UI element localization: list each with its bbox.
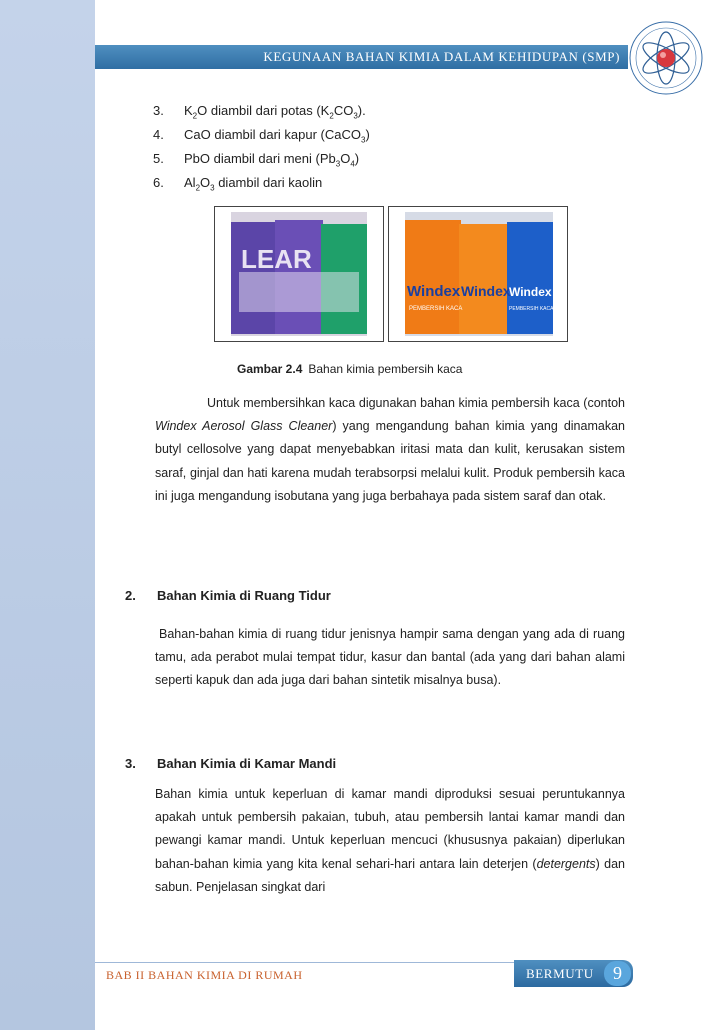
list-item bbox=[153, 103, 370, 127]
list-item-number: 3. bbox=[153, 103, 164, 118]
figure-caption bbox=[237, 362, 462, 376]
left-sidebar-band bbox=[0, 0, 95, 1030]
section-2-number: 2. bbox=[125, 588, 136, 603]
list-item bbox=[153, 151, 370, 175]
list-item-number: 4. bbox=[153, 127, 164, 142]
section-3-number: 3. bbox=[125, 756, 136, 771]
formula-text: PbO diambil dari meni (Pb bbox=[184, 151, 336, 166]
para1-part2: ) yang mengandung bahan kimia yang dinamakan butyl cellosolve yang dapat menyebabkan iritasi mata dan kulit, kerusakan sistem saraf, ginjal dan hati karena mudah terabsorpsi melalui kulit. Produk pembersih kaca ini juga mengandung isobutana yang juga berbahaya pada sistem saraf dan otak. bbox=[155, 419, 625, 503]
formula-text: ). bbox=[357, 103, 366, 118]
para3-part1: Bahan kimia untuk keperluan di kamar mandi diproduksi sesuai peruntukannya apakah untuk pembersih pakaian, tubuh, atau pembersih lantai kamar mandi dan pewangi kamar mandi. Untuk keperluan mencuci (khususnya pakaian) diperlukan bahan-bahan kimia yang kita kenal sehari-hari antara lain deterjen ( bbox=[155, 787, 625, 871]
subscript: 2 bbox=[329, 111, 334, 121]
oxide-list bbox=[153, 103, 370, 199]
section-3-title: Bahan Kimia di Kamar Mandi bbox=[157, 756, 337, 771]
formula-text: diambil dari kaolin bbox=[214, 175, 323, 190]
subscript: 3 bbox=[353, 111, 358, 121]
footer-chapter: BAB II BAHAN KIMIA DI RUMAH bbox=[106, 968, 303, 982]
para3-part2: ) dan sabun. Penjelasan singkat dari bbox=[155, 856, 625, 894]
subscript: 4 bbox=[350, 159, 355, 169]
list-item-text bbox=[184, 103, 366, 127]
page-number: 9 bbox=[604, 961, 631, 986]
list-item bbox=[153, 127, 370, 151]
footer-divider bbox=[95, 962, 515, 963]
list-item-number: 6. bbox=[153, 175, 164, 190]
footer-badge bbox=[514, 960, 633, 987]
footer-label: BERMUTU bbox=[526, 966, 594, 981]
atom-logo-icon bbox=[626, 18, 706, 98]
para3-italic: detergents bbox=[536, 856, 596, 871]
para1-italic: Windex Aerosol Glass Cleaner bbox=[155, 419, 333, 434]
subscript: 2 bbox=[195, 183, 201, 193]
list-item-number: 5. bbox=[153, 151, 164, 166]
photo-left-brand: LEAR bbox=[241, 244, 312, 274]
figure-label: Gambar 2.4 bbox=[237, 362, 303, 376]
glass-cleaner-photo-right bbox=[405, 212, 553, 336]
subscript: 3 bbox=[210, 183, 215, 193]
paragraph-bedroom bbox=[155, 623, 625, 693]
header-bar bbox=[95, 45, 628, 69]
formula-text: CaO diambil dari kapur (CaCO bbox=[184, 127, 362, 142]
formula-text: CO bbox=[333, 103, 354, 118]
photo-right bbox=[388, 206, 568, 342]
formula-text: ) bbox=[354, 151, 360, 166]
header-title: KEGUNAAN BAHAN KIMIA DALAM KEHIDUPAN (SMP) bbox=[263, 49, 620, 64]
figure-caption-text: Bahan kimia pembersih kaca bbox=[308, 362, 463, 376]
photo-right-sub-2: PEMBERSIH KACA bbox=[509, 306, 553, 312]
photo-right-brand-2: Windex bbox=[461, 283, 511, 299]
formula-text: Al bbox=[184, 175, 196, 190]
photo-right-brand-1: Windex bbox=[407, 283, 461, 300]
photo-left bbox=[214, 206, 384, 342]
glass-cleaner-photo-left bbox=[231, 212, 367, 336]
subscript: 2 bbox=[192, 111, 198, 121]
subscript: 3 bbox=[361, 135, 366, 145]
formula-text: ) bbox=[365, 127, 370, 142]
para1-part1: Untuk membersihkan kaca digunakan bahan kimia pembersih kaca (contoh bbox=[207, 396, 625, 410]
paragraph-glass-cleaner bbox=[155, 392, 625, 508]
para2-text: Bahan-bahan kimia di ruang tidur jenisnya hampir sama dengan yang ada di ruang tamu, ada perabot mulai tempat tidur, kasur dan bantal (ada yang dari bahan alami seperti kapuk dan ada juga dari bahan sintetik misalnya busa). bbox=[155, 627, 625, 688]
list-item-text bbox=[184, 151, 359, 175]
list-item bbox=[153, 175, 370, 199]
photo-right-brand-3: Windex bbox=[509, 285, 552, 299]
formula-text: O bbox=[340, 151, 351, 166]
section-3-heading bbox=[125, 756, 336, 771]
section-2-title: Bahan Kimia di Ruang Tidur bbox=[157, 588, 331, 603]
subscript: 3 bbox=[335, 159, 341, 169]
formula-text: K bbox=[184, 103, 193, 118]
formula-text: O diambil dari potas (K bbox=[197, 103, 330, 118]
formula-text: O bbox=[200, 175, 211, 190]
photo-right-sub-1: PEMBERSIH KACA bbox=[409, 306, 463, 312]
list-item-text bbox=[184, 175, 322, 199]
section-2-heading bbox=[125, 588, 331, 603]
list-item-text bbox=[184, 127, 370, 151]
paragraph-bathroom bbox=[155, 783, 625, 899]
